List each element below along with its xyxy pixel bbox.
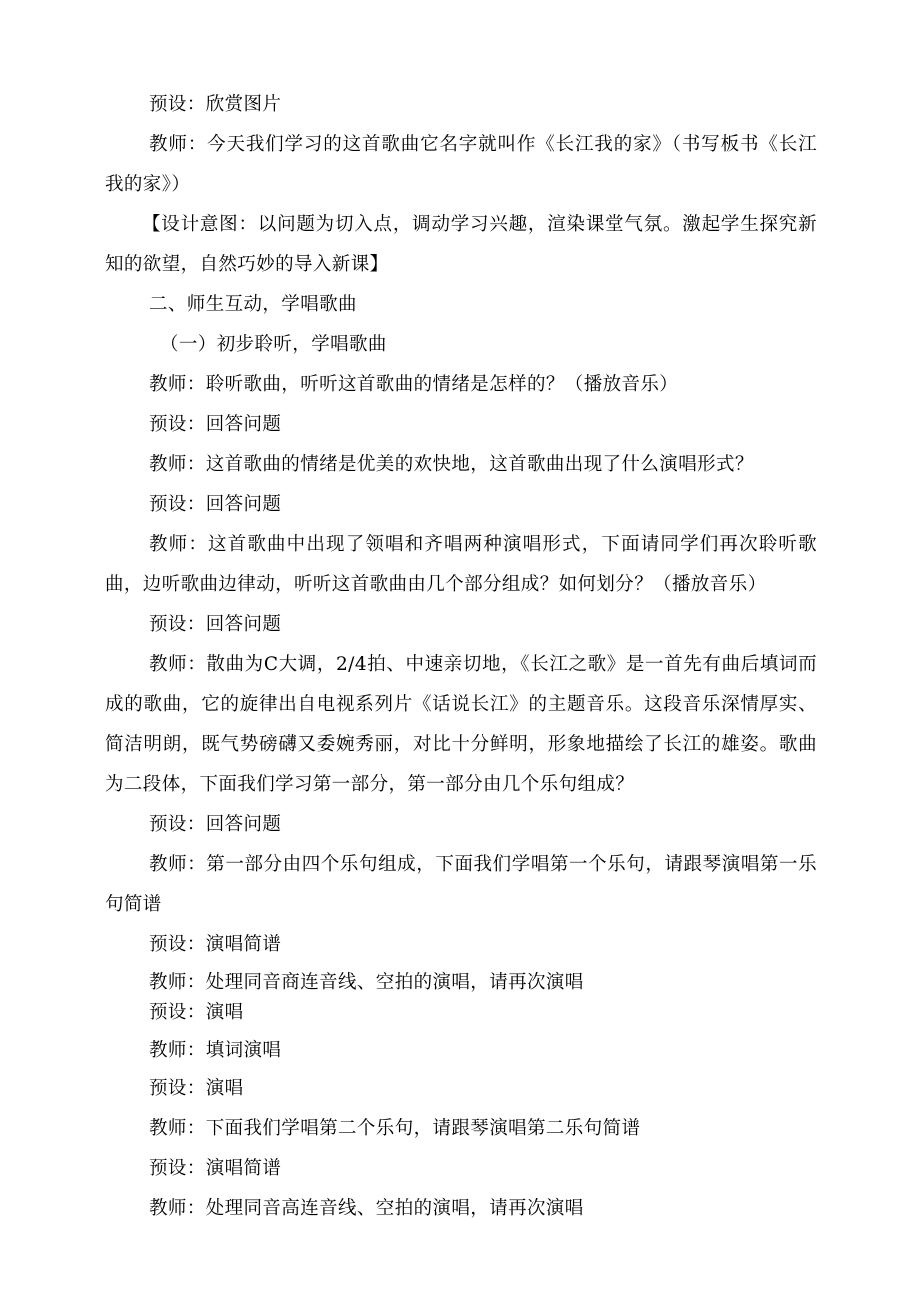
paragraph-teacher-lead-and-chorus: 教师：这首歌曲中出现了领唱和齐唱两种演唱形式，下面请同学们再次聆听歌曲，边听歌曲边律动，听听这首歌曲由几个部分组成？如何划分？（播放音乐） [105,534,817,595]
paragraph-teacher-tie-rest: 教师：处理同音高连音线、空拍的演唱，请再次演唱 [149,1198,584,1219]
paragraph-teacher-first-phrase: 教师：第一部分由四个乐句组成，下面我们学唱第一个乐句，请跟琴演唱第一乐句简谱 [105,854,817,915]
paragraph-preset-answer: 预设：回答问题 [149,614,282,635]
paragraph-teacher-second-phrase: 教师：下面我们学唱第二个乐句，请跟琴演唱第二乐句简谱 [149,1118,641,1139]
paragraph-preset-sing: 预设：演唱 [149,1002,244,1023]
paragraph-teacher-tie-rest: 教师：处理同音商连音线、空拍的演唱，请再次演唱 [149,972,584,993]
paragraph-preset-answer: 预设：回答问题 [149,414,282,435]
section-heading-interaction: 二、师生互动，学唱歌曲 [149,294,357,315]
paragraph-design-intent: 【设计意图：以问题为切入点，调动学习兴趣，渲染课堂气氛。激起学生探究新知的欲望，自然巧妙的导入新课】 [105,214,817,275]
paragraph-preset-sing: 预设：演唱 [149,1078,244,1099]
paragraph-preset-answer: 预设：回答问题 [149,814,282,835]
paragraph-preset-view-pictures: 预设：欣赏图片 [149,94,282,115]
paragraph-teacher-song-analysis: 教师：散曲为C大调，2/4拍、中速亲切地，《长江之歌》是一首先有曲后填词而成的歌曲，它的旋律出自电视系列片《话说长江》的主题音乐。这段音乐深情厚实、简洁明朗，既气势磅礴又委婉秀丽，对比十分鲜明，形象地描绘了长江的雄姿。歌曲为二段体，下面我们学习第一部分，第一部分由几个乐句组成？ [105,654,817,795]
paragraph-preset-sing-notation: 预设：演唱简谱 [149,1158,282,1179]
subsection-heading-first-listen: （一）初步聆听，学唱歌曲 [160,334,387,355]
paragraph-preset-answer: 预设：回答问题 [149,494,282,515]
paragraph-teacher-listen-emotion: 教师：聆听歌曲，听听这首歌曲的情绪是怎样的？（播放音乐） [149,374,679,395]
paragraph-teacher-singing-form: 教师：这首歌曲的情绪是优美的欢快地，这首歌曲出现了什么演唱形式？ [149,454,754,475]
paragraph-teacher-sing-lyrics: 教师：填词演唱 [149,1040,282,1061]
paragraph-teacher-song-title: 教师：今天我们学习的这首歌曲它名字就叫作《长江我的家》（书写板书《长江我的家》） [105,134,817,195]
paragraph-preset-sing-notation: 预设：演唱简谱 [149,934,282,955]
